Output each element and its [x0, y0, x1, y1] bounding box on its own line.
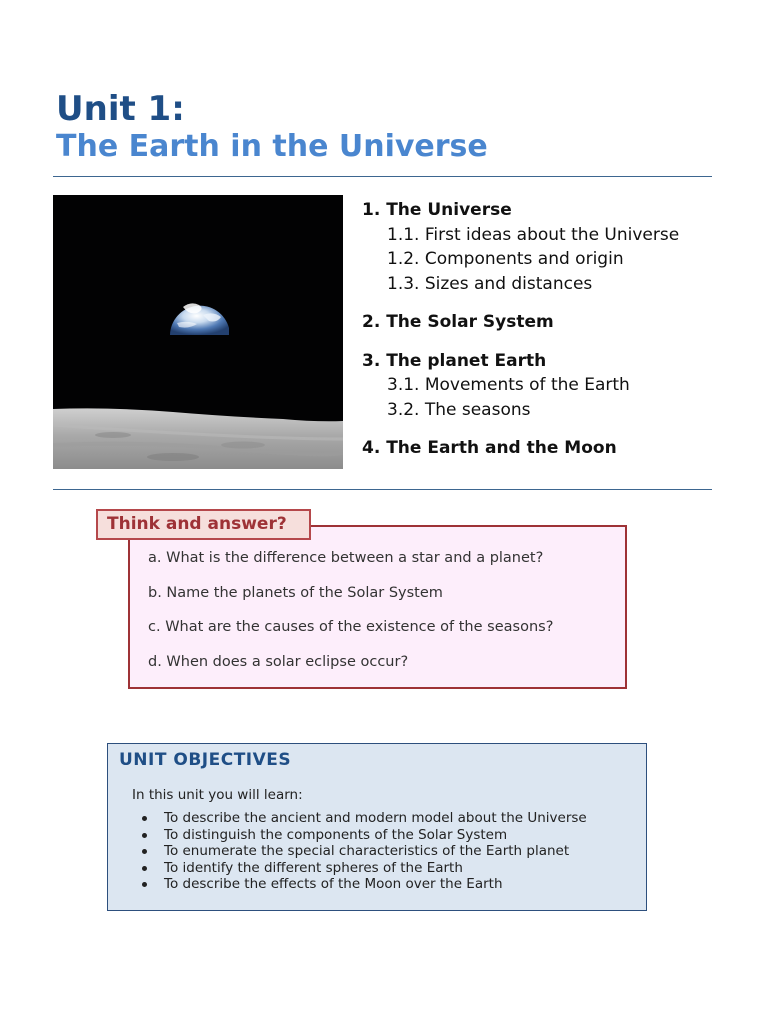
toc-subsection: 1.3. Sizes and distances [387, 273, 593, 294]
toc-subsection: 1.2. Components and origin [387, 249, 624, 269]
question-list [148, 549, 618, 687]
objective-item: To enumerate the special characteristics of the Earth planet [136, 843, 636, 860]
top-divider [53, 176, 712, 177]
question-item: b. Name the planets of the Solar System [148, 584, 443, 601]
objective-item: To describe the ancient and modern model about the Universe [136, 810, 636, 827]
toc-section: 2. The Solar System [362, 312, 554, 332]
objective-item: To describe the effects of the Moon over the Earth [136, 876, 636, 893]
question-item: d. When does a solar eclipse occur? [148, 653, 409, 670]
toc-spacer [362, 335, 752, 349]
objective-item: To identify the different spheres of the Earth [136, 860, 636, 877]
unit-objectives-intro: In this unit you will learn: [132, 787, 303, 803]
toc-subsection: 3.2. The seasons [387, 399, 531, 420]
toc-subsection: 1.1. First ideas about the Universe [387, 224, 680, 245]
toc-section: 1. The Universe [362, 200, 512, 220]
question-item: c. What are the causes of the existence of the seasons? [148, 619, 554, 635]
middle-divider [53, 489, 712, 490]
toc-section: 3. The planet Earth [362, 350, 547, 371]
unit-number: Unit 1: [56, 89, 185, 129]
toc-subsection: 3.1. Movements of the Earth [387, 375, 630, 395]
table-of-contents [362, 198, 752, 461]
toc-spacer [362, 296, 752, 310]
question-item: a. What is the difference between a star and a planet? [148, 550, 544, 566]
toc-spacer [362, 422, 752, 436]
earthrise-photo [53, 195, 343, 469]
think-and-answer-title: Think and answer? [96, 509, 311, 540]
toc-section: 4. The Earth and the Moon [362, 438, 617, 458]
objectives-list [136, 810, 636, 893]
unit-title: The Earth in the Universe [56, 129, 488, 164]
objective-item: To distinguish the components of the Solar System [136, 827, 636, 844]
unit-objectives-title: UNIT OBJECTIVES [119, 750, 292, 770]
